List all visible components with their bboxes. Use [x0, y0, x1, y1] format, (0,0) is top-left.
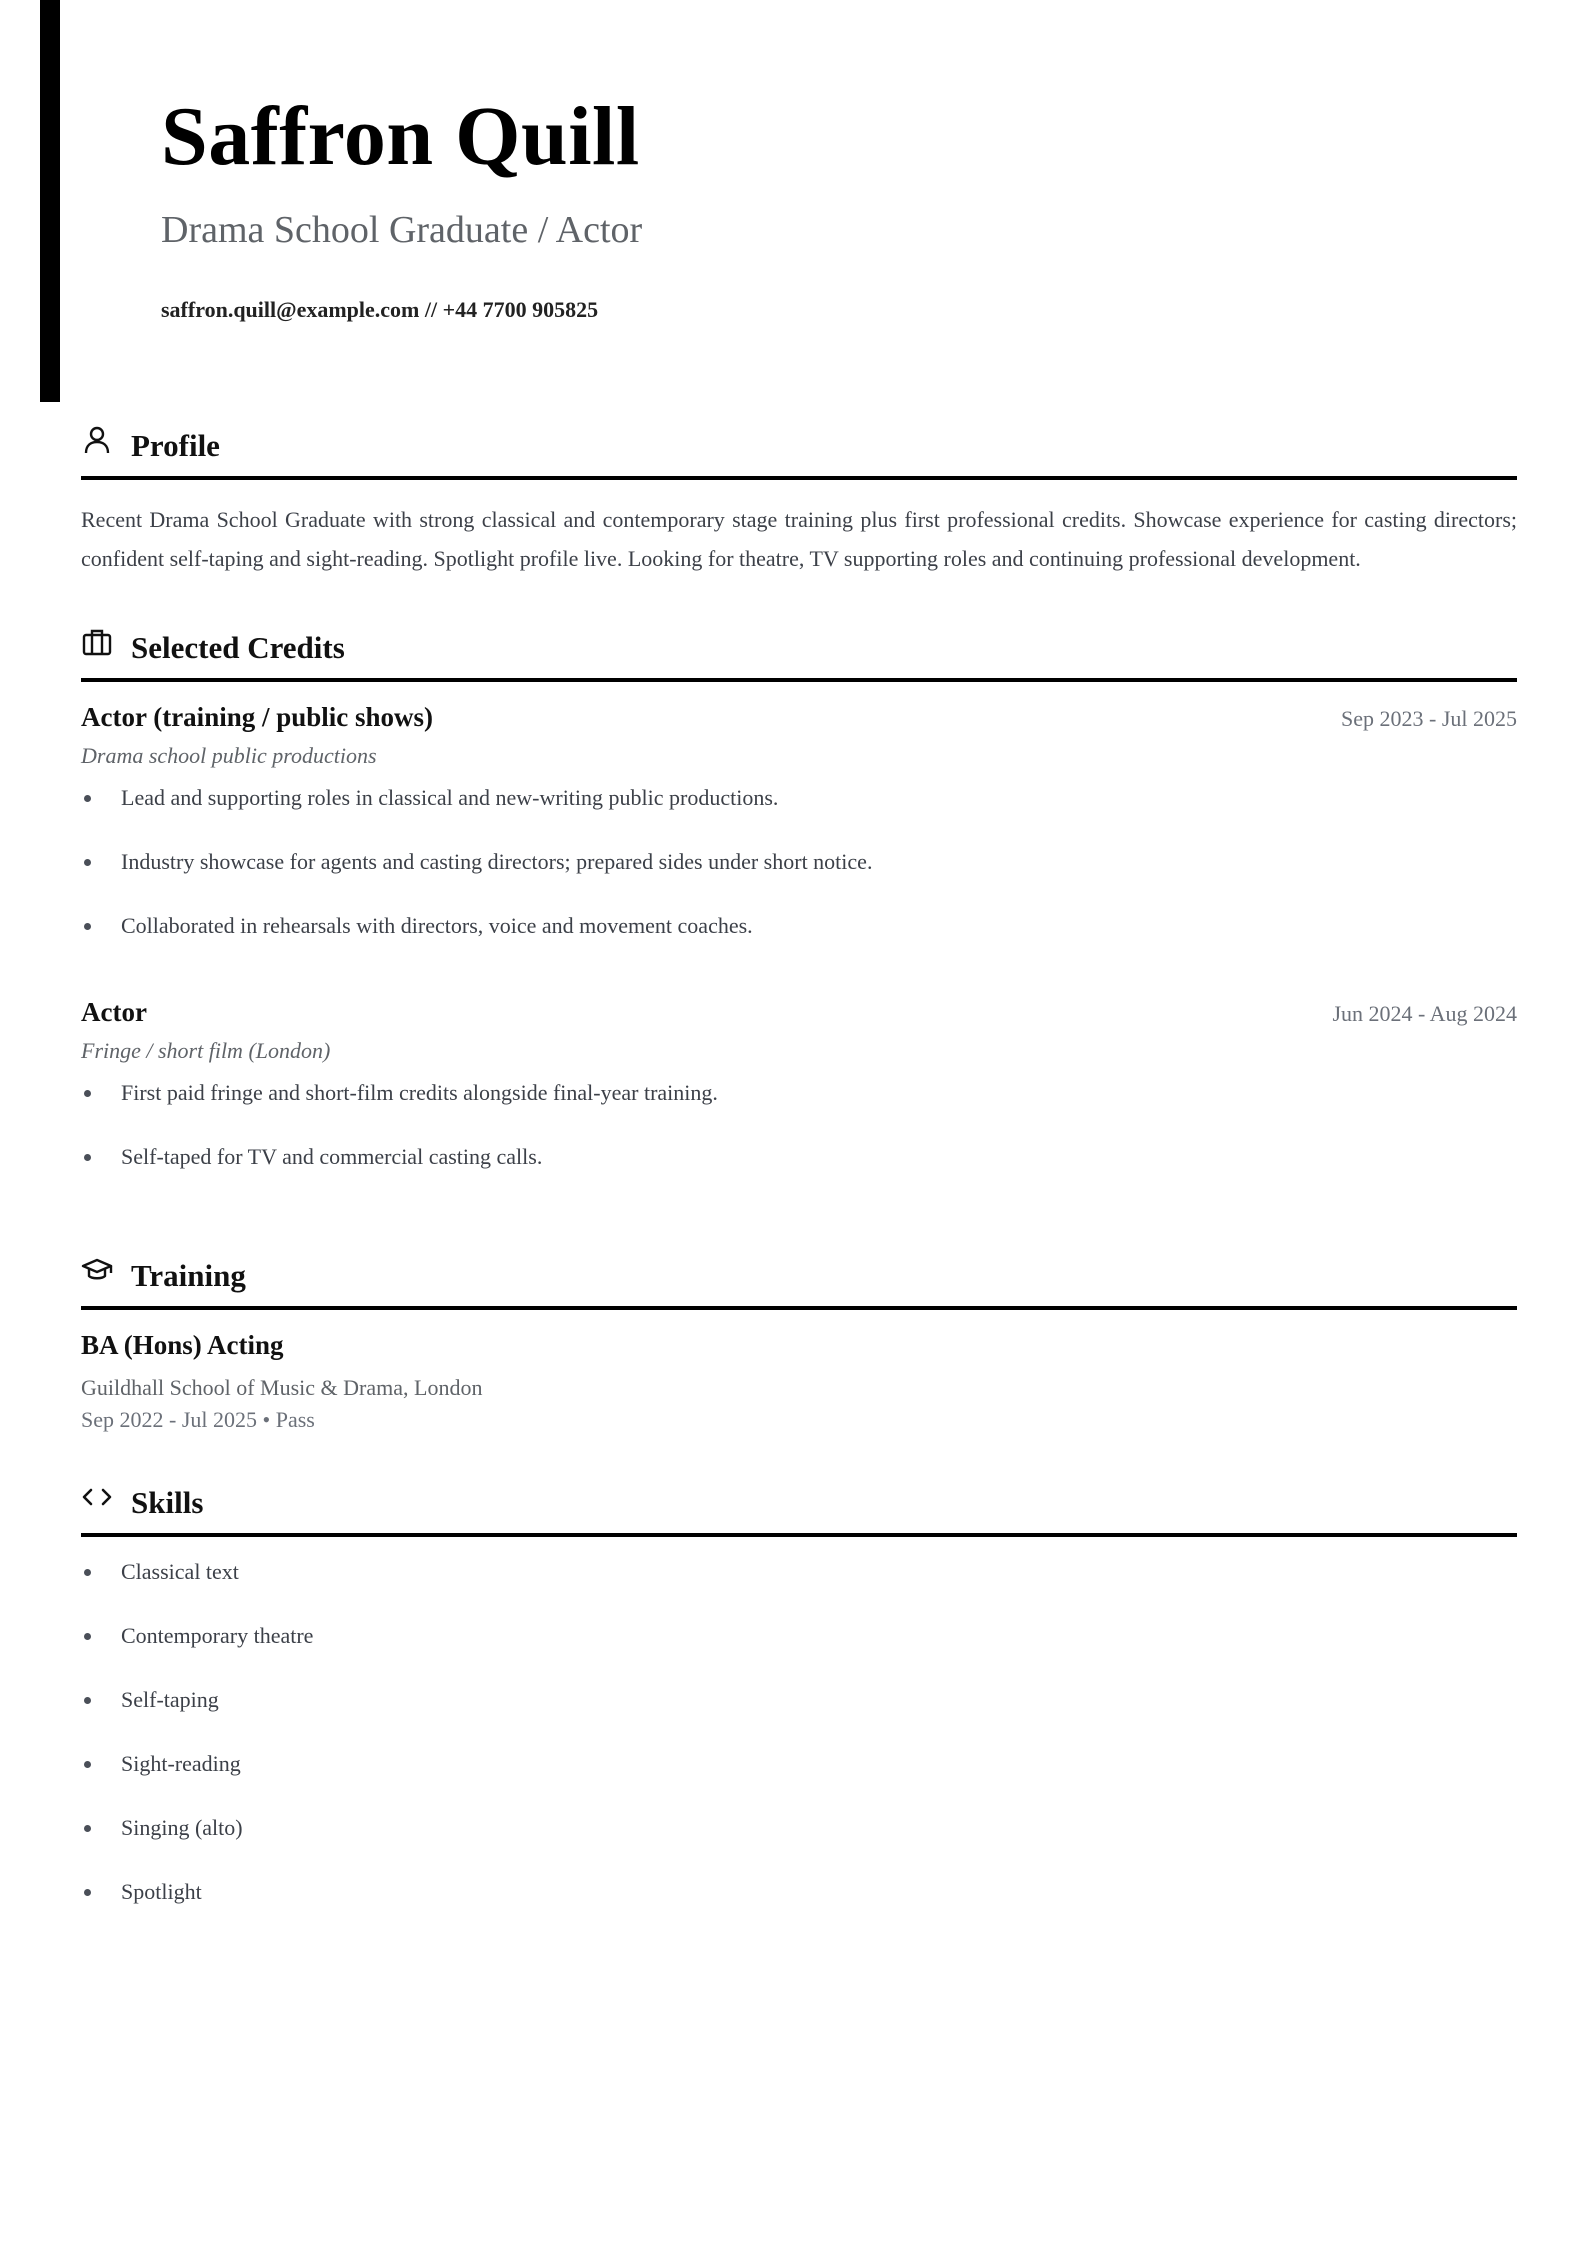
list-item: Industry showcase for agents and casting directors; prepared sides under short notice. — [81, 847, 1517, 911]
section-title: Profile — [131, 428, 220, 463]
section-title: Selected Credits — [131, 630, 345, 665]
list-item: Contemporary theatre — [81, 1621, 1517, 1685]
list-item: Lead and supporting roles in classical and new-writing public productions. — [81, 783, 1517, 847]
list-item: Sight-reading — [81, 1749, 1517, 1813]
bullet-dot — [84, 1569, 91, 1576]
list-item: Self-taped for TV and commercial casting calls. — [81, 1142, 1517, 1206]
user-icon — [81, 424, 113, 456]
credit-bullets — [81, 1078, 1517, 1206]
resume-body — [81, 420, 1517, 1985]
contact-line: saffron.quill@example.com // +44 7700 905825 — [161, 297, 599, 322]
credit-dates: Sep 2023 - Jul 2025 — [1341, 706, 1517, 731]
profile-summary: Recent Drama School Graduate with strong classical and contemporary stage training plus first professional credits. Showcase experience for casting directors; confident self-taping and sight-reading. Spotlight profile live. Looking for theatre, TV supporting roles and continuing professional development. — [81, 507, 1517, 571]
section-title: Training — [131, 1258, 246, 1293]
training-dates: Sep 2022 - Jul 2025 • Pass — [81, 1407, 315, 1432]
bullet-dot — [84, 859, 91, 866]
bullet-dot — [84, 1761, 91, 1768]
credit-role: Actor — [81, 997, 147, 1027]
candidate-headline: Drama School Graduate / Actor — [161, 209, 643, 251]
graduation-cap-icon — [81, 1254, 113, 1286]
degree-title: BA (Hons) Acting — [81, 1330, 284, 1360]
section-title: Skills — [131, 1485, 204, 1520]
list-item: Classical text — [81, 1557, 1517, 1621]
credit-bullets — [81, 783, 1517, 975]
section-heading — [81, 1477, 1517, 1537]
skills-section — [81, 1477, 1517, 1941]
list-item: Self-taping — [81, 1685, 1517, 1749]
list-item: First paid fringe and short-film credits alongside final-year training. — [81, 1078, 1517, 1142]
section-heading — [81, 420, 1517, 480]
list-item: Collaborated in rehearsals with directors, voice and movement coaches. — [81, 911, 1517, 975]
bullet-dot — [84, 1154, 91, 1161]
training-section — [81, 1250, 1517, 1433]
section-heading — [81, 1250, 1517, 1310]
resume-header — [161, 90, 1461, 323]
school-name: Guildhall School of Music & Drama, London — [81, 1375, 483, 1400]
bullet-dot — [84, 1633, 91, 1640]
credit-dates: Jun 2024 - Aug 2024 — [1332, 1001, 1517, 1026]
candidate-name: Saffron Quill — [161, 90, 640, 183]
profile-section — [81, 420, 1517, 578]
credits-section — [81, 622, 1517, 1206]
header-accent-bar — [40, 0, 60, 402]
code-icon — [81, 1481, 113, 1513]
briefcase-icon — [81, 626, 113, 658]
bullet-dot — [84, 795, 91, 802]
bullet-dot — [84, 1889, 91, 1896]
list-item: Spotlight — [81, 1877, 1517, 1941]
section-heading — [81, 622, 1517, 682]
bullet-dot — [84, 1825, 91, 1832]
credit-organization: Drama school public productions — [81, 743, 377, 768]
skills-list — [81, 1557, 1517, 1941]
bullet-dot — [84, 1090, 91, 1097]
bullet-dot — [84, 1697, 91, 1704]
bullet-dot — [84, 923, 91, 930]
credit-entry — [81, 702, 1517, 975]
list-item: Singing (alto) — [81, 1813, 1517, 1877]
credit-entry — [81, 997, 1517, 1206]
credit-role: Actor (training / public shows) — [81, 702, 434, 732]
credit-organization: Fringe / short film (London) — [81, 1038, 331, 1063]
